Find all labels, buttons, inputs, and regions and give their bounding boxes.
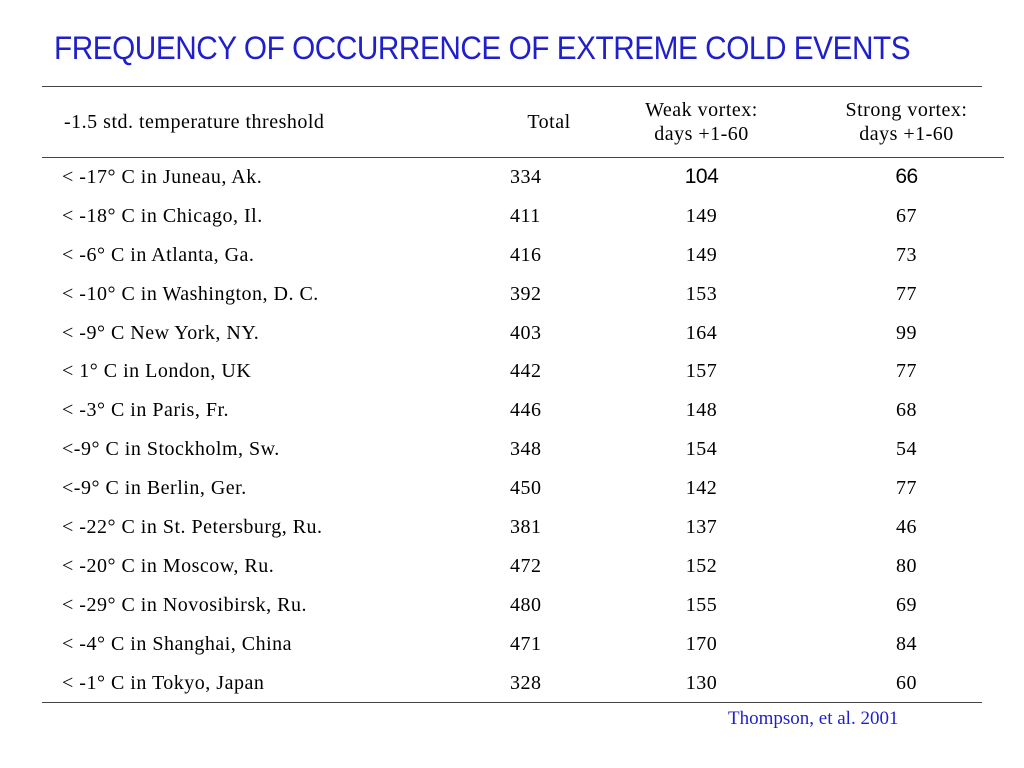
- table-row: [42, 275, 1004, 314]
- cell-total: 442: [510, 360, 542, 383]
- cell-total: 328: [510, 671, 542, 694]
- cell-total: 450: [510, 477, 542, 500]
- cell-strong-vortex: 46: [896, 515, 917, 538]
- cell-strong-vortex: 66: [895, 165, 918, 189]
- cell-threshold: < -29° C in Novosibirsk, Ru.: [62, 593, 307, 616]
- cell-total: 403: [510, 321, 542, 344]
- cell-threshold: < -18° C in Chicago, Il.: [62, 204, 263, 227]
- cell-weak-vortex: 130: [685, 671, 718, 694]
- source-citation: Thompson, et al. 2001: [728, 708, 899, 729]
- cell-weak-vortex: 137: [685, 515, 718, 538]
- cell-weak-vortex: 157: [685, 360, 718, 383]
- cell-strong-vortex: 80: [896, 554, 917, 577]
- header-strong-vortex: [809, 87, 1004, 158]
- table-header: [42, 87, 1004, 158]
- cell-total: 446: [510, 399, 542, 422]
- cell-threshold: < -4° C in Shanghai, China: [62, 632, 293, 655]
- cell-strong-vortex: 84: [896, 632, 917, 655]
- cell-threshold: < -9° C New York, NY.: [62, 321, 260, 344]
- cell-weak-vortex: 142: [685, 477, 718, 500]
- cell-weak-vortex: 153: [685, 282, 718, 305]
- cell-threshold: < -22° C in St. Petersburg, Ru.: [62, 515, 323, 538]
- table-row: [42, 197, 1004, 236]
- header-strong-vortex-line1: Strong vortex:: [845, 99, 968, 121]
- cell-weak-vortex: 152: [685, 554, 718, 577]
- table-row: [42, 391, 1004, 430]
- cell-strong-vortex: 67: [896, 204, 917, 227]
- cell-strong-vortex: 60: [896, 671, 917, 694]
- cell-total: 334: [510, 165, 542, 188]
- cell-strong-vortex: 73: [896, 243, 917, 266]
- table-row: [42, 508, 1004, 547]
- cell-strong-vortex: 77: [896, 360, 917, 383]
- table-row: [42, 314, 1004, 353]
- header-strong-vortex-line2: days +1-60: [859, 123, 954, 145]
- cell-total: 416: [510, 243, 542, 266]
- cell-strong-vortex: 99: [896, 321, 917, 344]
- cell-threshold: < -3° C in Paris, Fr.: [62, 399, 230, 422]
- cell-strong-vortex: 54: [896, 438, 917, 461]
- cell-threshold: < -6° C in Atlanta, Ga.: [62, 243, 255, 266]
- cell-threshold: < -1° C in Tokyo, Japan: [62, 671, 265, 694]
- cell-weak-vortex: 148: [685, 399, 718, 422]
- cell-weak-vortex: 155: [685, 593, 718, 616]
- cell-total: 381: [510, 515, 542, 538]
- table-header-row: [42, 87, 1004, 158]
- table-row: [42, 352, 1004, 391]
- cell-threshold: <-9° C in Stockholm, Sw.: [62, 438, 280, 461]
- header-weak-vortex: [594, 87, 809, 158]
- header-weak-vortex-line2: days +1-60: [654, 123, 749, 145]
- table-row: [42, 586, 1004, 625]
- cell-total: 472: [510, 554, 542, 577]
- header-weak-vortex-line1: Weak vortex:: [645, 99, 758, 121]
- cell-strong-vortex: 77: [896, 282, 917, 305]
- cell-threshold: <-9° C in Berlin, Ger.: [62, 477, 247, 500]
- table-row: [42, 236, 1004, 275]
- cell-strong-vortex: 69: [896, 593, 917, 616]
- header-total: Total: [504, 87, 594, 158]
- table-row: [42, 430, 1004, 469]
- cell-weak-vortex: 149: [685, 243, 718, 266]
- cell-weak-vortex: 104: [684, 165, 719, 189]
- cell-total: 411: [510, 204, 541, 227]
- page-title: FREQUENCY OF OCCURRENCE OF EXTREME COLD EVENTS: [54, 30, 911, 66]
- cell-strong-vortex: 68: [896, 399, 917, 422]
- cell-total: 471: [510, 632, 542, 655]
- cell-weak-vortex: 149: [685, 204, 718, 227]
- cell-threshold: < -17° C in Juneau, Ak.: [62, 165, 263, 188]
- table-row: [42, 158, 1004, 197]
- table-row: [42, 625, 1004, 664]
- cell-threshold: < 1° C in London, UK: [62, 360, 252, 383]
- cell-total: 392: [510, 282, 542, 305]
- cell-threshold: < -10° C in Washington, D. C.: [62, 282, 319, 305]
- cold-events-table-container: [42, 86, 982, 703]
- table-row: [42, 664, 1004, 703]
- table-row: [42, 469, 1004, 508]
- cell-strong-vortex: 77: [896, 477, 917, 500]
- cell-weak-vortex: 164: [685, 321, 718, 344]
- cell-weak-vortex: 154: [685, 438, 718, 461]
- header-threshold: -1.5 std. temperature threshold: [42, 87, 504, 158]
- cell-weak-vortex: 170: [685, 632, 718, 655]
- table-row: [42, 547, 1004, 586]
- cell-threshold: < -20° C in Moscow, Ru.: [62, 554, 275, 577]
- table-body: [42, 158, 1004, 703]
- cell-total: 348: [510, 438, 542, 461]
- cell-total: 480: [510, 593, 542, 616]
- cold-events-table: [42, 87, 1004, 702]
